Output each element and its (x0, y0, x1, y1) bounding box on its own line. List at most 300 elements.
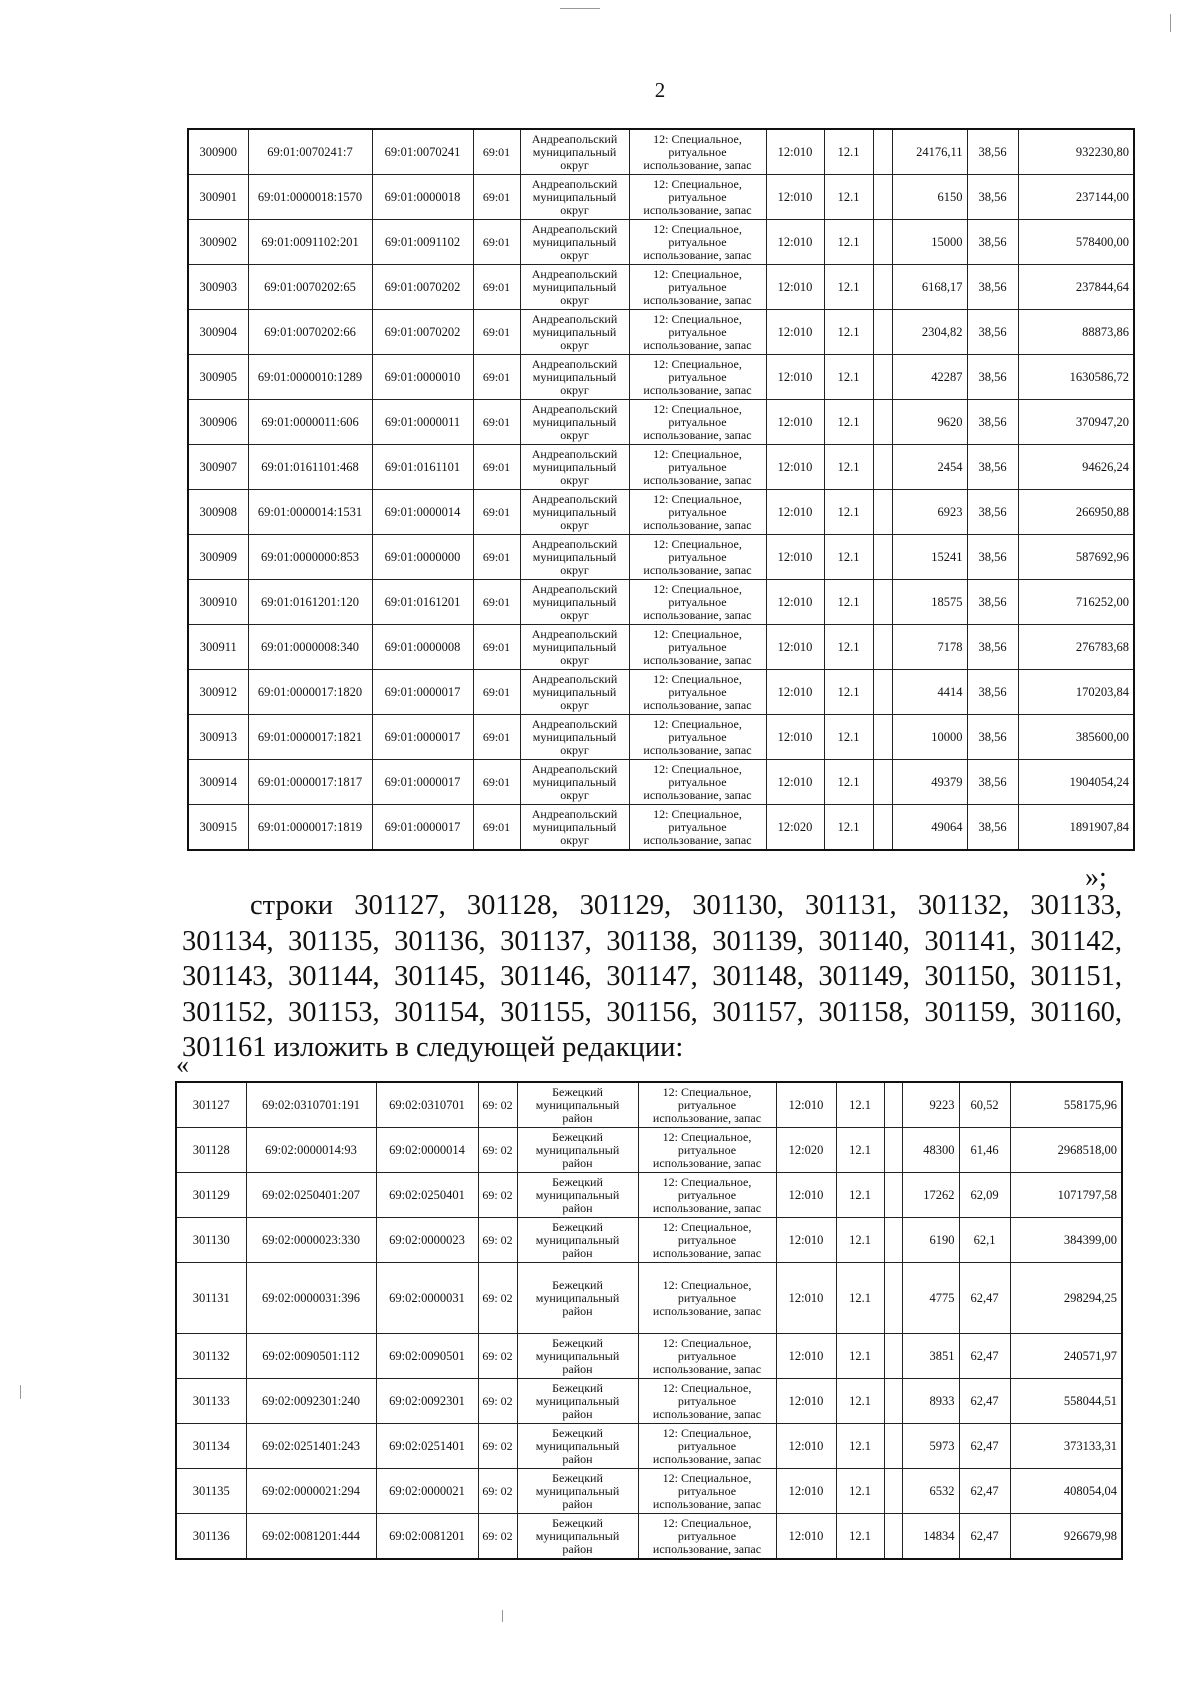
table-cell: 9620 (892, 400, 967, 445)
table-row (188, 400, 1134, 445)
table-cell: 18575 (892, 580, 967, 625)
table-cell: 69:01:0161201 (372, 580, 473, 625)
table-cell: 301136 (176, 1514, 246, 1560)
table-cell: 69:01:0000017:1821 (248, 715, 372, 760)
table-cell: 12: Специальное, ритуальное использование, запас (629, 265, 766, 310)
table-cell: 300904 (188, 310, 248, 355)
table-cell: 69:01:0000017 (372, 715, 473, 760)
table-cell: 69:01 (473, 535, 520, 580)
table-row (188, 129, 1134, 175)
table-cell: 69:01:0000017 (372, 760, 473, 805)
table-cell: 12.1 (824, 129, 873, 175)
table-cell: 12.1 (824, 175, 873, 220)
table-cell: 12:010 (766, 175, 824, 220)
scan-speck (20, 1385, 21, 1399)
table-cell: 300907 (188, 445, 248, 490)
table-cell: 69:01:0070202 (372, 310, 473, 355)
table-cell: 240571,97 (1010, 1334, 1122, 1379)
table-cell: 12:010 (776, 1082, 836, 1128)
scan-speck (502, 1610, 503, 1622)
table-cell (884, 1173, 902, 1218)
table-cell: 12.1 (824, 400, 873, 445)
table-cell: 7178 (892, 625, 967, 670)
table-row (188, 805, 1134, 851)
table-cell: 69:01 (473, 310, 520, 355)
table-cell: 69:01:0000011:606 (248, 400, 372, 445)
table-cell: 300902 (188, 220, 248, 265)
table-cell: 69:02:0092301:240 (246, 1379, 376, 1424)
table-cell: 38,56 (967, 445, 1018, 490)
table-cell: 69:01:0000014 (372, 490, 473, 535)
table-cell: 69:02:0090501:112 (246, 1334, 376, 1379)
table-cell: 12: Специальное, ритуальное использование, запас (629, 355, 766, 400)
table-cell: 69:01:0070241:7 (248, 129, 372, 175)
table-cell: 3851 (902, 1334, 959, 1379)
table-cell: Андреапольский муниципальный округ (520, 265, 629, 310)
table-row (188, 355, 1134, 400)
table-cell: 301130 (176, 1218, 246, 1263)
table-cell: 69:01:0070241 (372, 129, 473, 175)
table-cell: 12:010 (766, 715, 824, 760)
table-cell (873, 805, 892, 851)
table-cell: 237144,00 (1018, 175, 1134, 220)
table-cell (873, 625, 892, 670)
table-cell: 10000 (892, 715, 967, 760)
table-row (188, 670, 1134, 715)
table-cell: 69:01 (473, 760, 520, 805)
table-cell: 38,56 (967, 805, 1018, 851)
table-cell: 38,56 (967, 670, 1018, 715)
table-cell: 38,56 (967, 310, 1018, 355)
table-cell: 38,56 (967, 535, 1018, 580)
table-cell: 300901 (188, 175, 248, 220)
table-cell (873, 490, 892, 535)
table-cell: 69:02:0092301 (376, 1379, 478, 1424)
table-row (176, 1218, 1122, 1263)
table-cell: 300908 (188, 490, 248, 535)
table-cell (884, 1424, 902, 1469)
table-cell (873, 715, 892, 760)
table-cell: 12: Специальное, ритуальное использование, запас (629, 490, 766, 535)
table-cell: 38,56 (967, 490, 1018, 535)
table-cell: 300906 (188, 400, 248, 445)
table-cell: 38,56 (967, 760, 1018, 805)
table-cell: 69:02:0000021:294 (246, 1469, 376, 1514)
table-cell: 1891907,84 (1018, 805, 1134, 851)
table-cell: 2454 (892, 445, 967, 490)
table-cell: 301133 (176, 1379, 246, 1424)
table-cell: 69:01:0000017:1820 (248, 670, 372, 715)
table-cell (873, 355, 892, 400)
scan-speck (1170, 14, 1171, 32)
table-cell: 69:01:0000017 (372, 670, 473, 715)
table-cell: 69:02:0081201 (376, 1514, 478, 1560)
table-cell: 69:01:0000017:1817 (248, 760, 372, 805)
table-cell: 12: Специальное, ритуальное использование, запас (629, 445, 766, 490)
table-cell: 69: 02 (478, 1334, 517, 1379)
table-cell: 69:01 (473, 490, 520, 535)
table-row (176, 1263, 1122, 1334)
table-cell: 12: Специальное, ритуальное использование, запас (629, 129, 766, 175)
table-cell: 4775 (902, 1263, 959, 1334)
table-cell: 170203,84 (1018, 670, 1134, 715)
table-cell: Бежецкий муниципальный район (517, 1128, 638, 1173)
table-cell: 12.1 (824, 535, 873, 580)
table-cell: 69:02:0000021 (376, 1469, 478, 1514)
table-cell: 69:01:0070202:65 (248, 265, 372, 310)
table-cell: Андреапольский муниципальный округ (520, 625, 629, 670)
table-row (188, 580, 1134, 625)
table-cell: 12:010 (766, 310, 824, 355)
table-cell: 408054,04 (1010, 1469, 1122, 1514)
table-cell: 12:010 (776, 1334, 836, 1379)
table-cell: 69:01 (473, 400, 520, 445)
scan-speck (560, 8, 600, 9)
table-cell: 8933 (902, 1379, 959, 1424)
table-cell: 38,56 (967, 400, 1018, 445)
table-cell: 12: Специальное, ритуальное использование, запас (629, 805, 766, 851)
table-cell: Андреапольский муниципальный округ (520, 760, 629, 805)
table-cell: 932230,80 (1018, 129, 1134, 175)
table-cell (873, 265, 892, 310)
table-cell: 38,56 (967, 220, 1018, 265)
table-cell: 5973 (902, 1424, 959, 1469)
table-cell: 1071797,58 (1010, 1173, 1122, 1218)
table-cell: 1630586,72 (1018, 355, 1134, 400)
table-cell (873, 310, 892, 355)
table-cell (873, 760, 892, 805)
table-cell (884, 1263, 902, 1334)
table-cell: Бежецкий муниципальный район (517, 1424, 638, 1469)
table-cell: 69:01 (473, 580, 520, 625)
table-cell: 12: Специальное, ритуальное использование, запас (629, 175, 766, 220)
table-cell: 69:01 (473, 265, 520, 310)
table-cell (884, 1514, 902, 1560)
table-cell: 301131 (176, 1263, 246, 1334)
table-cell: 12: Специальное, ритуальное использование, запас (638, 1514, 776, 1560)
table-cell: 69:01 (473, 129, 520, 175)
table-cell: 12:010 (776, 1469, 836, 1514)
table-bottom (175, 1081, 1123, 1560)
table-row (188, 490, 1134, 535)
table-cell: 12:010 (776, 1218, 836, 1263)
table-cell: 69:01:0161201:120 (248, 580, 372, 625)
table-cell: Андреапольский муниципальный округ (520, 129, 629, 175)
table-cell: 12:020 (766, 805, 824, 851)
table-cell: 69: 02 (478, 1082, 517, 1128)
table-cell: 12:010 (766, 580, 824, 625)
table-cell: 12.1 (836, 1082, 884, 1128)
table-row (188, 220, 1134, 265)
table-cell: 69:01:0070202 (372, 265, 473, 310)
table-cell: 38,56 (967, 265, 1018, 310)
table-cell: 12: Специальное, ритуальное использование, запас (629, 670, 766, 715)
table-cell: 300911 (188, 625, 248, 670)
table-cell: 69:01:0000000:853 (248, 535, 372, 580)
table-cell: 14834 (902, 1514, 959, 1560)
table-cell (873, 535, 892, 580)
table-cell (884, 1218, 902, 1263)
table-cell: 69:01:0000011 (372, 400, 473, 445)
table-cell: 12:010 (776, 1173, 836, 1218)
table-cell: 69:02:0250401:207 (246, 1173, 376, 1218)
table-cell: 49064 (892, 805, 967, 851)
table-cell: 301135 (176, 1469, 246, 1514)
table-cell: 12: Специальное, ритуальное использование, запас (629, 535, 766, 580)
table-cell: 69:02:0000031 (376, 1263, 478, 1334)
table-cell: 12:010 (776, 1514, 836, 1560)
table-cell: 587692,96 (1018, 535, 1134, 580)
table-cell: 69: 02 (478, 1469, 517, 1514)
table-cell: 49379 (892, 760, 967, 805)
table-cell: 69:01:0000008:340 (248, 625, 372, 670)
table-row (176, 1424, 1122, 1469)
table-cell: Андреапольский муниципальный округ (520, 445, 629, 490)
table-cell: 266950,88 (1018, 490, 1134, 535)
table-cell: 301134 (176, 1424, 246, 1469)
table-cell: 69:02:0000023 (376, 1218, 478, 1263)
table-cell: 69:02:0090501 (376, 1334, 478, 1379)
table-cell: 12.1 (836, 1379, 884, 1424)
table-row (176, 1334, 1122, 1379)
table-cell: 12: Специальное, ритуальное использование, запас (638, 1424, 776, 1469)
table-row (188, 310, 1134, 355)
page-number: 2 (654, 78, 666, 102)
table-cell: 12:020 (776, 1128, 836, 1173)
table-cell: 12:010 (766, 535, 824, 580)
table-cell: 12:010 (766, 490, 824, 535)
table-cell: 12.1 (836, 1514, 884, 1560)
table-cell: 69:02:0000031:396 (246, 1263, 376, 1334)
table-cell: Андреапольский муниципальный округ (520, 490, 629, 535)
table-cell: 12: Специальное, ритуальное использование, запас (629, 310, 766, 355)
table-cell: 69:01:0000017:1819 (248, 805, 372, 851)
table-cell (873, 400, 892, 445)
table-cell: 38,56 (967, 355, 1018, 400)
table-cell: 62,47 (959, 1469, 1010, 1514)
table-cell: 62,47 (959, 1424, 1010, 1469)
table-cell: 12: Специальное, ритуальное использование, запас (638, 1128, 776, 1173)
table-cell: 12: Специальное, ритуальное использование, запас (629, 715, 766, 760)
table-cell: Андреапольский муниципальный округ (520, 175, 629, 220)
table-cell: Бежецкий муниципальный район (517, 1334, 638, 1379)
table-cell: 300909 (188, 535, 248, 580)
table-cell: 69: 02 (478, 1514, 517, 1560)
opening-quote: « (176, 1050, 189, 1079)
table-cell: 69:01:0161101:468 (248, 445, 372, 490)
table-cell: 301127 (176, 1082, 246, 1128)
table-cell: 69:02:0250401 (376, 1173, 478, 1218)
table-row (188, 715, 1134, 760)
table-cell (873, 220, 892, 265)
table-cell: 12.1 (824, 715, 873, 760)
table-cell: 12: Специальное, ритуальное использование, запас (629, 400, 766, 445)
table-cell: 578400,00 (1018, 220, 1134, 265)
table-cell: 69:01 (473, 670, 520, 715)
table-cell: 38,56 (967, 625, 1018, 670)
table-row (188, 175, 1134, 220)
table-cell: 12: Специальное, ритуальное использование, запас (638, 1218, 776, 1263)
table-row (188, 265, 1134, 310)
table-cell: 38,56 (967, 129, 1018, 175)
table-cell: Андреапольский муниципальный округ (520, 355, 629, 400)
table-cell: 69:02:0000014 (376, 1128, 478, 1173)
table-cell (873, 129, 892, 175)
table-cell: 2968518,00 (1010, 1128, 1122, 1173)
table-cell: 24176,11 (892, 129, 967, 175)
table-cell: 716252,00 (1018, 580, 1134, 625)
table-cell (873, 175, 892, 220)
table-cell: Бежецкий муниципальный район (517, 1514, 638, 1560)
table-cell: 558044,51 (1010, 1379, 1122, 1424)
table-row (176, 1514, 1122, 1560)
table-cell: 69:01:0070202:66 (248, 310, 372, 355)
amendment-paragraph: строки 301127, 301128, 301129, 301130, 301131, 301132, 301133, 301134, 301135, 301136, 301137, 301138, 301139, 301140, 301141, 301142, 301143, 301144, 301145, 301146, 301147, 301148, 301149, 301150, 301151, 301152, 301153, 301154, 301155, 301156, 301157, 301158, 301159, 301160, 301161 изложить в следующей редакции: (182, 890, 1122, 1063)
table-cell: 62,47 (959, 1334, 1010, 1379)
table-cell: 69:01:0000008 (372, 625, 473, 670)
table-cell (884, 1334, 902, 1379)
table-row (188, 535, 1134, 580)
table-cell: 12:010 (766, 670, 824, 715)
table-cell: 60,52 (959, 1082, 1010, 1128)
table-cell: 12.1 (824, 580, 873, 625)
table-cell: 12: Специальное, ритуальное использование, запас (638, 1469, 776, 1514)
table-row (188, 625, 1134, 670)
table-cell: 17262 (902, 1173, 959, 1218)
table-cell: Андреапольский муниципальный округ (520, 535, 629, 580)
table-cell: 69:01:0000000 (372, 535, 473, 580)
table-cell: 12.1 (824, 310, 873, 355)
table-cell: 12.1 (836, 1334, 884, 1379)
table-cell: Бежецкий муниципальный район (517, 1082, 638, 1128)
table-cell: 370947,20 (1018, 400, 1134, 445)
table-cell: 12: Специальное, ритуальное использование, запас (638, 1379, 776, 1424)
table-cell: 69:01:0000014:1531 (248, 490, 372, 535)
table-cell: 69: 02 (478, 1424, 517, 1469)
table-cell: 69:02:0081201:444 (246, 1514, 376, 1560)
table-cell: 69:02:0000014:93 (246, 1128, 376, 1173)
table-cell: 12:010 (766, 760, 824, 805)
table-cell: 88873,86 (1018, 310, 1134, 355)
table-top (187, 128, 1135, 851)
table-cell: 12:010 (766, 400, 824, 445)
table-cell: 69:01 (473, 445, 520, 490)
table-cell: 69: 02 (478, 1128, 517, 1173)
table-cell: 69:01:0091102:201 (248, 220, 372, 265)
table-cell: 300913 (188, 715, 248, 760)
table-cell: 69: 02 (478, 1263, 517, 1334)
table-cell: 12.1 (824, 445, 873, 490)
table-cell: 69:01:0000010 (372, 355, 473, 400)
table-cell: 300912 (188, 670, 248, 715)
table-cell: Бежецкий муниципальный район (517, 1263, 638, 1334)
table-cell: 300903 (188, 265, 248, 310)
table-cell: 12:010 (766, 129, 824, 175)
table-cell: 69:01 (473, 220, 520, 265)
table-cell: Андреапольский муниципальный округ (520, 220, 629, 265)
table-cell: 384399,00 (1010, 1218, 1122, 1263)
table-cell: 38,56 (967, 175, 1018, 220)
table-cell: 12: Специальное, ритуальное использование, запас (638, 1334, 776, 1379)
table-cell: 12.1 (824, 355, 873, 400)
table-cell: 12.1 (824, 805, 873, 851)
table-cell: 69:02:0310701 (376, 1082, 478, 1128)
table-cell: 12.1 (836, 1173, 884, 1218)
table-cell: 69:01:0000018 (372, 175, 473, 220)
table-cell: 69:02:0251401 (376, 1424, 478, 1469)
table-cell: 12: Специальное, ритуальное использование, запас (629, 760, 766, 805)
table-cell: 61,46 (959, 1128, 1010, 1173)
table-cell: 4414 (892, 670, 967, 715)
table-row (176, 1469, 1122, 1514)
table-cell: 12:010 (766, 265, 824, 310)
table-cell: 12.1 (824, 220, 873, 265)
table-cell: 237844,64 (1018, 265, 1134, 310)
table-cell: 6150 (892, 175, 967, 220)
table-cell: 69:01 (473, 805, 520, 851)
table-cell: 558175,96 (1010, 1082, 1122, 1128)
table-cell: 38,56 (967, 715, 1018, 760)
table-cell: 6168,17 (892, 265, 967, 310)
table-cell (884, 1469, 902, 1514)
table-cell: 12.1 (824, 265, 873, 310)
table-cell: 69:01 (473, 355, 520, 400)
table-cell: 12.1 (836, 1469, 884, 1514)
table-cell: 12:010 (776, 1424, 836, 1469)
table-row (176, 1379, 1122, 1424)
table-cell: 69:02:0000023:330 (246, 1218, 376, 1263)
table-cell: Андреапольский муниципальный округ (520, 715, 629, 760)
table-cell: 276783,68 (1018, 625, 1134, 670)
table-cell: Андреапольский муниципальный округ (520, 670, 629, 715)
table-cell: Андреапольский муниципальный округ (520, 400, 629, 445)
closing-quote: »; (1085, 862, 1107, 893)
table-cell: 69:01 (473, 715, 520, 760)
table-cell: Андреапольский муниципальный округ (520, 580, 629, 625)
table-cell: 12:010 (766, 445, 824, 490)
table-cell: 1904054,24 (1018, 760, 1134, 805)
table-row (188, 760, 1134, 805)
table-cell: 15241 (892, 535, 967, 580)
table-cell: 300914 (188, 760, 248, 805)
table-cell: 62,47 (959, 1514, 1010, 1560)
table-cell: 69:01 (473, 625, 520, 670)
table-cell: 69: 02 (478, 1379, 517, 1424)
table-cell: 38,56 (967, 580, 1018, 625)
table-cell: 301128 (176, 1128, 246, 1173)
table-cell: 2304,82 (892, 310, 967, 355)
table-cell (884, 1128, 902, 1173)
table-cell: 300905 (188, 355, 248, 400)
table-cell: 94626,24 (1018, 445, 1134, 490)
table-cell: 12:010 (776, 1379, 836, 1424)
table-cell (873, 445, 892, 490)
table-cell: 12:010 (766, 355, 824, 400)
table-cell: 69:01:0091102 (372, 220, 473, 265)
table-cell (884, 1379, 902, 1424)
table-cell: 69:01:0161101 (372, 445, 473, 490)
table-cell: 385600,00 (1018, 715, 1134, 760)
table-cell: 12.1 (824, 625, 873, 670)
table-cell: 373133,31 (1010, 1424, 1122, 1469)
table-cell: Бежецкий муниципальный район (517, 1379, 638, 1424)
table-cell: 12: Специальное, ритуальное использование, запас (638, 1263, 776, 1334)
table-cell: 12.1 (824, 670, 873, 715)
table-cell: 69: 02 (478, 1218, 517, 1263)
table-row (188, 445, 1134, 490)
table-cell: 12:010 (766, 220, 824, 265)
table-cell: 15000 (892, 220, 967, 265)
